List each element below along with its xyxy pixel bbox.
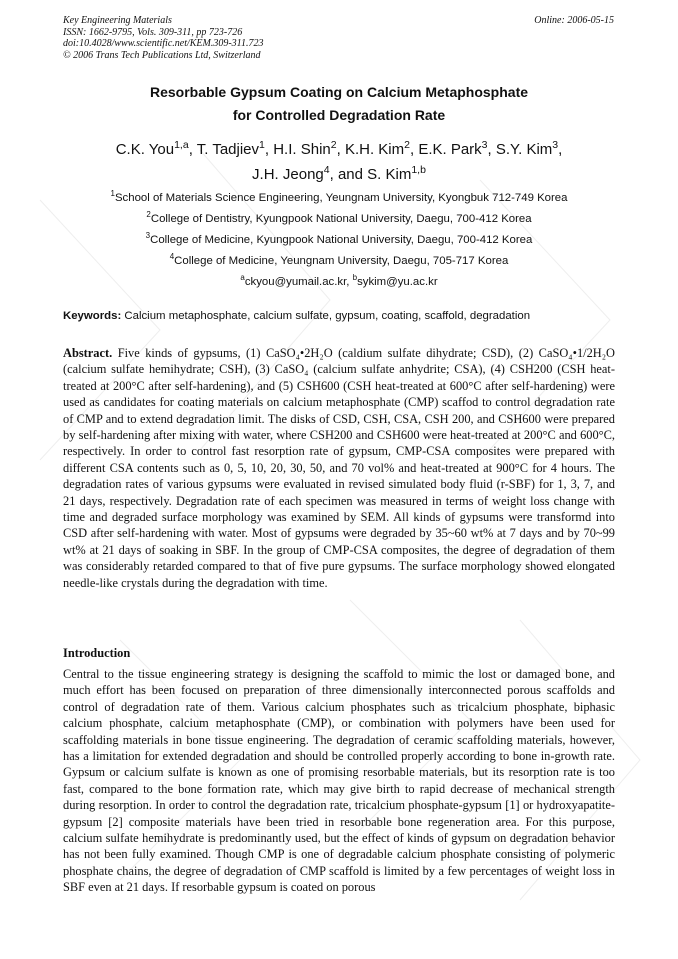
- author-name: J.H. Jeong: [252, 166, 324, 183]
- author-separator: ,: [188, 141, 197, 158]
- author-name: E.K. Park: [418, 141, 482, 158]
- email-a: ckyou@yumail.ac.kr,: [244, 276, 353, 288]
- affiliation-text: College of Dentistry, Kyungpook National University, Daegu, 700-412 Korea: [150, 213, 532, 225]
- author-name: H.I. Shin: [273, 141, 331, 158]
- author-name: K.H. Kim: [344, 141, 405, 158]
- copyright-line: © 2006 Trans Tech Publications Ltd, Switzerland: [63, 49, 261, 61]
- author-separator: ,: [409, 141, 419, 158]
- affiliation-text: College of Medicine, Yeungnam University, Daegu, 705-717 Korea: [174, 255, 509, 267]
- introduction-heading: Introduction: [63, 646, 131, 660]
- keywords-label: Keywords:: [63, 310, 122, 322]
- keywords-text: Calcium metaphosphate, calcium sulfate, gypsum, coating, scaffold, degradation: [121, 310, 531, 322]
- author-separator: ,: [558, 141, 563, 158]
- paper-title: [63, 81, 615, 127]
- affiliation-text: School of Materials Science Engineering, Yeungnam University, Kyongbuk 712-749 Korea: [114, 192, 568, 204]
- affiliation-item: [63, 188, 615, 209]
- affiliation-sup: 2: [146, 210, 151, 220]
- affiliation-sup: 1: [110, 189, 115, 199]
- title-line-2: for Controlled Degradation Rate: [232, 107, 446, 123]
- author-name: T. Tadjiev: [196, 141, 260, 158]
- abstract-text: Five kinds of gypsums, (1) CaSO₄•2H₂O (caldium sulfate dihydrate; CSD), (2) CaSO₄•1/2H₂O (calcium sulfate hemihydrate; CSH), (3) CaSO₄ (calcium sulfate anhydrite; CSA), (4) CSH200 (CSH heat-treated at 200°C after self-hardening), and (5) CSH600 (CSH heat-treated at 600°C after self-hardening) were used as candidates for coating materials on calcium metaphosphate (CMP) scaffod to control degradation rate of CMP and to extend degradation limit. The disks of CSD, CSH, CSA, CSH 200, and CSH600 were prepared by self-hardening after mixing with water, where CSH200 and CSH600 were heat-treated at 200°C and 600°C, respectively. In order to control fast resorption rate of gypsum, CMP-CSA composites were prepared with different CSA contents such as 0, 5, 10, 20, 30, 50, and 70 vol% and heat-treated at 900°C for 4 hours. The degradation rates of various gypsums were evaluated in revised simulated body fluid (r-SBF) for 1, 3, 7, and 21 days, respectively. Degradation rate of each specimen was measured in terms of weight loss change with time and degraded surface morphology was examined by SEM. All kinds of gypsums were transformd into CSD after self-hardening with water. Most of gypsums were degraded by 35~60 wt% at 7 days and by 70~99 wt% at 21 days of soaking in SBF. In the group of CMP-CSA composites, the degree of degradation of them was considerably retarded compared to that of five pure gypsums. The surface morphology showed elongated needle-like crystals during the degradation with time.: [63, 346, 615, 590]
- author-sup: 1,b: [411, 164, 426, 176]
- journal-header: [63, 15, 263, 61]
- affiliation-item: [63, 251, 615, 272]
- affiliation-sup: 4: [169, 252, 175, 262]
- author-separator: ,: [336, 141, 345, 158]
- author-sup: 4: [323, 164, 330, 176]
- email-line: [63, 272, 615, 293]
- author-name: S. Kim: [367, 166, 412, 183]
- author-name: C.K. You: [115, 141, 175, 158]
- abstract: [63, 345, 615, 591]
- author-separator: ,: [264, 141, 274, 158]
- author-separator: ,: [487, 141, 496, 158]
- author-separator: , and: [329, 166, 368, 183]
- author-name: S.Y. Kim: [495, 141, 553, 158]
- abstract-label: Abstract.: [63, 346, 113, 360]
- affiliation-sup: 3: [145, 231, 151, 241]
- author-list: [63, 137, 615, 187]
- affiliations: [63, 188, 615, 293]
- author-sup: 3: [552, 139, 559, 151]
- author-sup: 2: [404, 139, 410, 151]
- online-date: Online: 2006-05-15: [534, 15, 614, 26]
- introduction-text: Central to the tissue engineering strategy is designing the scaffold to mimic the lost or damaged bone, and much effort has been focused on preparation of three dimensionally interconnected porous scaffolds and control of degradation rate of them. Various calcium phosphates such as tricalcium phosphate, biphasic calcium phosphate, calcium metaphosphate (CMP), or combination with polymers have been used for scaffolding materials in bone tissue engineering. The degradation of ceramic scaffolding materials, however, has a limitation for extended degradation and should be controlled properly according to bone in-growth rate. Gypsum or calcium sulfate is known as one of promising resorbable materials, but its resorption rate is too fast, compared to the bone formation rate, which may give birth to rapid decrease of mechanical strength during resorption. In order to control the degradation rate, tricalcium phosphate-gypsum [1] or hydroxyapatite-gypsum [2] composite materials have been tried in resorbable bone regeneration area. For this purpose, calcium sulfate hemihydrate is predominantly used, but the effect of kinds of gypsum on degradation behavior has not been fully examined. Though CMP is one of degradable calcium phosphate consisting of polymeric phosphate chains, the degree of degradation of CMP scaffold is limited by a few percentages of weight loss in SBF even at 21 days. If resorbable gypsum is coated on porous: [63, 667, 615, 895]
- issn-line: ISSN: 1662-9795, Vols. 309-311, pp 723-726: [63, 26, 243, 38]
- author-sup: 2: [330, 139, 337, 151]
- author-sup: 3: [481, 139, 488, 151]
- title-line-1: Resorbable Gypsum Coating on Calcium Metaphosphate: [149, 84, 529, 100]
- affiliation-text: College of Medicine, Kyungpook National University, Daegu, 700-412 Korea: [150, 234, 533, 246]
- keywords: [63, 308, 615, 324]
- doi-line: doi:10.4028/www.scientific.net/KEM.309-311.723: [63, 38, 264, 49]
- affiliation-item: [63, 230, 615, 251]
- author-sup: 1: [259, 139, 265, 151]
- affiliation-item: [63, 209, 615, 230]
- author-line-1: [63, 137, 615, 162]
- journal-name: Key Engineering Materials: [63, 15, 172, 26]
- email-sup-a: a: [240, 273, 245, 283]
- email-sup-b: b: [352, 273, 358, 283]
- author-line-2: [63, 162, 615, 187]
- email-b: sykim@yu.ac.kr: [357, 276, 438, 288]
- author-sup: 1,a: [174, 139, 189, 151]
